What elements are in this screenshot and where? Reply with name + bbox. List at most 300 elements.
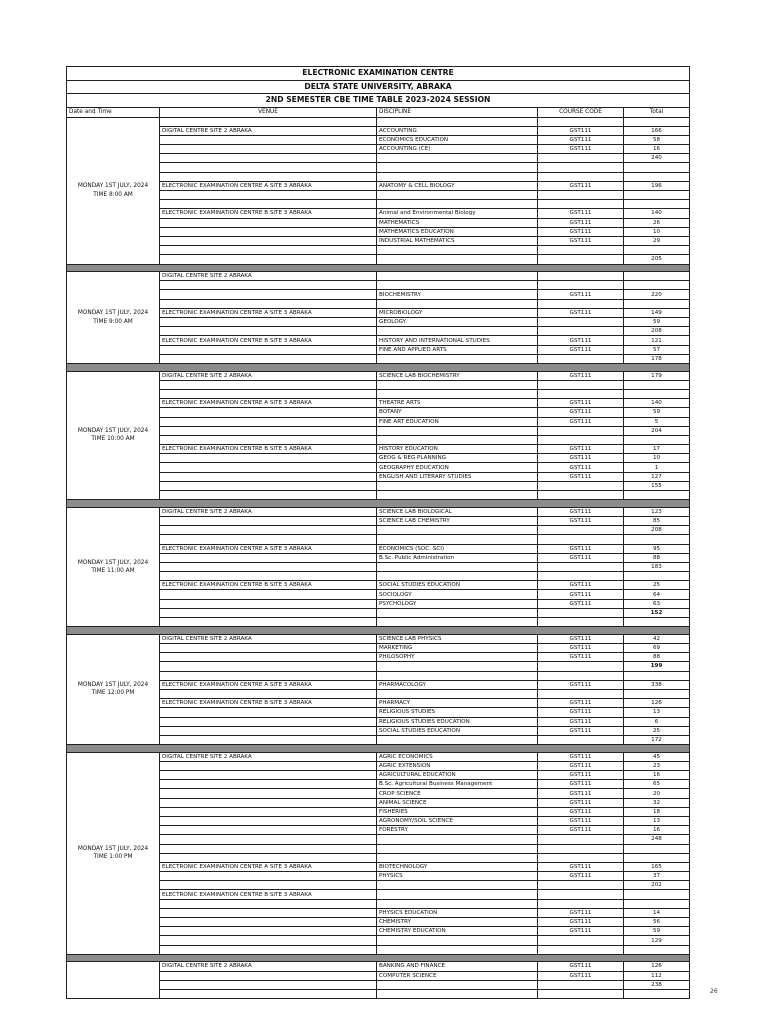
total-cell <box>624 172 690 181</box>
course-code-cell <box>538 662 624 671</box>
course-code-cell: GST111 <box>538 599 624 608</box>
total-cell <box>624 671 690 680</box>
total-cell <box>624 389 690 398</box>
course-code-cell: GST111 <box>538 209 624 218</box>
total-cell: 1 <box>624 463 690 472</box>
course-code-cell: GST111 <box>538 708 624 717</box>
separator-band <box>67 745 690 753</box>
discipline-cell <box>377 154 538 163</box>
venue-cell: ELECTRONIC EXAMINATION CENTRE B SITE 3 ABRAKA <box>160 581 377 590</box>
course-code-cell: GST111 <box>538 798 624 807</box>
course-code-cell: GST111 <box>538 463 624 472</box>
session-title: 2ND SEMESTER CBE TIME TABLE 2023-2024 SESSION <box>67 94 690 108</box>
venue-cell <box>160 380 377 389</box>
total-cell <box>624 989 690 998</box>
discipline-cell: PHILOSOPHY <box>377 653 538 662</box>
total-cell: 123 <box>624 507 690 516</box>
discipline-cell: ANATOMY & CELL BIOLOGY <box>377 181 538 190</box>
course-code-cell: GST111 <box>538 181 624 190</box>
venue-cell: DIGITAL CENTRE SITE 2 ABRAKA <box>160 507 377 516</box>
total-cell: 149 <box>624 308 690 317</box>
venue-cell <box>160 218 377 227</box>
discipline-cell <box>377 435 538 444</box>
discipline-cell: ECONOMICS EDUCATION <box>377 135 538 144</box>
total-cell: 13 <box>624 708 690 717</box>
venue-cell <box>160 726 377 735</box>
course-code-cell <box>538 481 624 490</box>
title-row-session <box>67 94 690 108</box>
discipline-cell <box>377 526 538 535</box>
course-code-cell <box>538 899 624 908</box>
table-row <box>67 662 690 671</box>
table-row <box>67 771 690 780</box>
session-time: TIME 1:00 PM <box>93 854 133 861</box>
total-cell <box>624 945 690 954</box>
course-code-cell: GST111 <box>538 308 624 317</box>
discipline-cell <box>377 172 538 181</box>
total-cell: 140 <box>624 399 690 408</box>
discipline-cell: B.Sc. Agricultural Business Management <box>377 780 538 789</box>
venue-cell <box>160 417 377 426</box>
venue-cell <box>160 354 377 363</box>
total-cell <box>624 163 690 172</box>
course-code-cell: GST111 <box>538 516 624 525</box>
course-code-cell <box>538 835 624 844</box>
discipline-cell: BANKING AND FINANCE <box>377 962 538 971</box>
total-cell: 204 <box>624 426 690 435</box>
table-row <box>67 426 690 435</box>
discipline-cell: AGRONOMY/SOIL SCIENCE <box>377 816 538 825</box>
venue-cell <box>160 945 377 954</box>
course-code-cell <box>538 945 624 954</box>
venue-cell <box>160 853 377 862</box>
session-separator <box>67 745 690 753</box>
venue-cell <box>160 717 377 726</box>
total-cell: 205 <box>624 255 690 264</box>
venue-cell <box>160 463 377 472</box>
course-code-cell: GST111 <box>538 544 624 553</box>
table-row <box>67 380 690 389</box>
table-row <box>67 445 690 454</box>
table-row <box>67 653 690 662</box>
table-row <box>67 945 690 954</box>
discipline-cell <box>377 890 538 899</box>
discipline-cell: CROP SCIENCE <box>377 789 538 798</box>
total-cell: 59 <box>624 408 690 417</box>
separator-band <box>67 627 690 635</box>
total-cell <box>624 299 690 308</box>
table-row <box>67 699 690 708</box>
session-time: TIME 10:00 AM <box>91 436 135 443</box>
table-row <box>67 463 690 472</box>
session-separator <box>67 500 690 508</box>
table-row <box>67 844 690 853</box>
venue-cell <box>160 618 377 627</box>
discipline-cell: Animal and Environmental Biology <box>377 209 538 218</box>
total-cell: 172 <box>624 735 690 744</box>
session-datetime <box>67 962 160 999</box>
venue-cell <box>160 771 377 780</box>
course-code-cell <box>538 200 624 209</box>
total-cell: 10 <box>624 454 690 463</box>
total-cell: 5 <box>624 417 690 426</box>
session-date: MONDAY 1ST JULY, 2024 <box>77 183 149 189</box>
separator-band <box>67 363 690 371</box>
table-row <box>67 408 690 417</box>
venue-cell: ELECTRONIC EXAMINATION CENTRE A SITE 3 ABRAKA <box>160 399 377 408</box>
venue-cell <box>160 491 377 500</box>
course-code-cell <box>538 318 624 327</box>
table-row <box>67 572 690 581</box>
discipline-cell: SCIENCE LAB PHYSICS <box>377 634 538 643</box>
table-row <box>67 526 690 535</box>
col-header-venue: VENUE <box>160 107 377 117</box>
table-row <box>67 634 690 643</box>
venue-cell <box>160 708 377 717</box>
venue-cell <box>160 389 377 398</box>
total-cell: 240 <box>624 154 690 163</box>
total-cell: 25 <box>624 726 690 735</box>
table-row <box>67 962 690 971</box>
table-row <box>67 290 690 299</box>
total-cell: 112 <box>624 971 690 980</box>
table-row <box>67 726 690 735</box>
session-datetime <box>67 371 160 500</box>
course-code-cell <box>538 618 624 627</box>
course-code-cell <box>538 671 624 680</box>
discipline-cell: RELIGIOUS STUDIES EDUCATION <box>377 717 538 726</box>
session-date: MONDAY 1ST JULY, 2024 <box>77 559 149 566</box>
discipline-cell: AGRIC EXTENSION <box>377 761 538 770</box>
table-row <box>67 989 690 998</box>
venue-cell <box>160 789 377 798</box>
course-code-cell <box>538 163 624 172</box>
session-separator <box>67 363 690 371</box>
course-code-cell: GST111 <box>538 145 624 154</box>
total-cell: 13 <box>624 816 690 825</box>
table-row <box>67 345 690 354</box>
venue-cell <box>160 117 377 126</box>
discipline-cell: GEOGRAPHY EDUCATION <box>377 463 538 472</box>
discipline-cell: CHEMISTRY <box>377 918 538 927</box>
total-cell: 16 <box>624 826 690 835</box>
course-code-cell: GST111 <box>538 761 624 770</box>
table-row <box>67 590 690 599</box>
venue-cell: ELECTRONIC EXAMINATION CENTRE B SITE 3 ABRAKA <box>160 699 377 708</box>
discipline-cell: COMPUTER SCIENCE <box>377 971 538 980</box>
total-cell: 20 <box>624 789 690 798</box>
discipline-cell <box>377 689 538 698</box>
venue-cell: ELECTRONIC EXAMINATION CENTRE B SITE 3 ABRAKA <box>160 336 377 345</box>
venue-cell <box>160 163 377 172</box>
total-cell: 45 <box>624 752 690 761</box>
venue-cell <box>160 844 377 853</box>
venue-cell <box>160 318 377 327</box>
venue-cell: DIGITAL CENTRE SITE 2 ABRAKA <box>160 371 377 380</box>
separator-band <box>67 264 690 272</box>
venue-cell: DIGITAL CENTRE SITE 2 ABRAKA <box>160 634 377 643</box>
course-code-cell <box>538 191 624 200</box>
venue-cell <box>160 553 377 562</box>
total-cell <box>624 200 690 209</box>
session-time: TIME 12:00 PM <box>91 690 135 697</box>
total-cell: 88 <box>624 553 690 562</box>
discipline-cell: PHYSICS EDUCATION <box>377 908 538 917</box>
venue-cell <box>160 662 377 671</box>
course-code-cell: GST111 <box>538 971 624 980</box>
total-cell: 32 <box>624 798 690 807</box>
table-row <box>67 644 690 653</box>
venue-cell <box>160 807 377 816</box>
venue-cell <box>160 918 377 927</box>
venue-cell <box>160 816 377 825</box>
venue-cell <box>160 172 377 181</box>
col-header-discipline: DISCIPLINE <box>377 107 538 117</box>
session-datetime <box>67 634 160 744</box>
course-code-cell <box>538 327 624 336</box>
course-code-cell: GST111 <box>538 445 624 454</box>
venue-cell: ELECTRONIC EXAMINATION CENTRE A SITE 3 ABRAKA <box>160 680 377 689</box>
discipline-cell <box>377 281 538 290</box>
venue-cell: ELECTRONIC EXAMINATION CENTRE B SITE 3 ABRAKA <box>160 445 377 454</box>
discipline-cell: ACCOUNTING <box>377 126 538 135</box>
discipline-cell <box>377 671 538 680</box>
venue-cell <box>160 608 377 617</box>
session-time: TIME 11:00 AM <box>91 568 135 574</box>
total-cell: 199 <box>624 662 690 671</box>
table-row <box>67 708 690 717</box>
discipline-cell: MICROBIOLOGY <box>377 308 538 317</box>
total-cell: 58 <box>624 135 690 144</box>
total-cell <box>624 380 690 389</box>
venue-cell <box>160 780 377 789</box>
course-code-cell: GST111 <box>538 218 624 227</box>
course-code-cell: GST111 <box>538 634 624 643</box>
table-row <box>67 209 690 218</box>
venue-cell <box>160 135 377 144</box>
total-cell <box>624 689 690 698</box>
total-cell: 140 <box>624 209 690 218</box>
discipline-cell <box>377 945 538 954</box>
total-cell: 183 <box>624 562 690 571</box>
venue-cell <box>160 735 377 744</box>
total-cell: 56 <box>624 918 690 927</box>
table-row <box>67 255 690 264</box>
table-row <box>67 117 690 126</box>
course-code-cell: GST111 <box>538 780 624 789</box>
venue-cell <box>160 481 377 490</box>
total-cell: 64 <box>624 590 690 599</box>
venue-cell <box>160 599 377 608</box>
venue-cell <box>160 927 377 936</box>
discipline-cell: MATHEMATICS EDUCATION <box>377 227 538 236</box>
total-cell <box>624 899 690 908</box>
course-code-cell <box>538 936 624 945</box>
total-cell <box>624 618 690 627</box>
total-cell <box>624 572 690 581</box>
table-row <box>67 163 690 172</box>
course-code-cell: GST111 <box>538 581 624 590</box>
course-code-cell <box>538 389 624 398</box>
venue-cell <box>160 644 377 653</box>
table-row <box>67 599 690 608</box>
course-code-cell: GST111 <box>538 236 624 245</box>
table-row <box>67 671 690 680</box>
session-separator <box>67 264 690 272</box>
total-cell <box>624 844 690 853</box>
total-cell: 23 <box>624 761 690 770</box>
course-code-cell: GST111 <box>538 336 624 345</box>
venue-cell <box>160 535 377 544</box>
discipline-cell: SCIENCE LAB CHEMISTRY <box>377 516 538 525</box>
discipline-cell <box>377 662 538 671</box>
venue-cell <box>160 872 377 881</box>
discipline-cell <box>377 426 538 435</box>
total-cell: 165 <box>624 862 690 871</box>
discipline-cell: BOTANY <box>377 408 538 417</box>
discipline-cell: AGRICULTURAL EDUCATION <box>377 771 538 780</box>
course-code-cell <box>538 608 624 617</box>
discipline-cell <box>377 608 538 617</box>
total-cell: 69 <box>624 644 690 653</box>
col-header-total: Total <box>624 107 690 117</box>
course-code-cell: GST111 <box>538 789 624 798</box>
course-code-cell: GST111 <box>538 472 624 481</box>
total-cell <box>624 535 690 544</box>
discipline-cell: B.Sc. Public Administration <box>377 553 538 562</box>
course-code-cell <box>538 281 624 290</box>
table-row <box>67 336 690 345</box>
table-row <box>67 544 690 553</box>
course-code-cell <box>538 689 624 698</box>
discipline-cell: FISHERIES <box>377 807 538 816</box>
course-code-cell: GST111 <box>538 454 624 463</box>
table-row <box>67 227 690 236</box>
course-code-cell: GST111 <box>538 371 624 380</box>
total-cell: 17 <box>624 445 690 454</box>
table-row <box>67 908 690 917</box>
venue-cell <box>160 290 377 299</box>
discipline-cell: ACCOUNTING (CE) <box>377 145 538 154</box>
table-row <box>67 890 690 899</box>
total-cell: 166 <box>624 126 690 135</box>
table-row <box>67 618 690 627</box>
venue-cell: ELECTRONIC EXAMINATION CENTRE B SITE 3 ABRAKA <box>160 209 377 218</box>
discipline-cell: FINE ART EDUCATION <box>377 417 538 426</box>
table-row <box>67 798 690 807</box>
discipline-cell <box>377 380 538 389</box>
venue-cell <box>160 590 377 599</box>
session-time: TIME 8:00 AM <box>93 191 133 198</box>
table-row <box>67 553 690 562</box>
table-row <box>67 780 690 789</box>
course-code-cell: GST111 <box>538 553 624 562</box>
discipline-cell <box>377 117 538 126</box>
total-cell: 14 <box>624 908 690 917</box>
timetable <box>66 66 690 999</box>
venue-cell: ELECTRONIC EXAMINATION CENTRE B SITE 3 ABRAKA <box>160 890 377 899</box>
discipline-cell: MATHEMATICS <box>377 218 538 227</box>
total-cell: 26 <box>624 218 690 227</box>
total-cell: 63 <box>624 599 690 608</box>
table-row <box>67 417 690 426</box>
table-row <box>67 172 690 181</box>
venue-cell <box>160 936 377 945</box>
table-row <box>67 562 690 571</box>
venue-cell <box>160 327 377 336</box>
table-row <box>67 454 690 463</box>
discipline-cell: SOCIAL STUDIES EDUCATION <box>377 726 538 735</box>
table-row <box>67 689 690 698</box>
course-code-cell: GST111 <box>538 135 624 144</box>
venue-cell: ELECTRONIC EXAMINATION CENTRE A SITE 3 ABRAKA <box>160 862 377 871</box>
total-cell: 95 <box>624 544 690 553</box>
title-row-university <box>67 80 690 94</box>
course-code-cell <box>538 526 624 535</box>
course-code-cell: GST111 <box>538 807 624 816</box>
table-row <box>67 918 690 927</box>
table-row <box>67 899 690 908</box>
total-cell <box>624 435 690 444</box>
university-title: DELTA STATE UNIVERSITY, ABRAKA <box>67 80 690 94</box>
venue-cell <box>160 435 377 444</box>
table-row <box>67 354 690 363</box>
table-row <box>67 435 690 444</box>
total-cell: 196 <box>624 181 690 190</box>
course-code-cell <box>538 117 624 126</box>
total-cell: 88 <box>624 653 690 662</box>
table-row <box>67 581 690 590</box>
venue-cell <box>160 572 377 581</box>
total-cell: 85 <box>624 516 690 525</box>
venue-cell <box>160 236 377 245</box>
course-code-cell <box>538 380 624 389</box>
course-code-cell <box>538 890 624 899</box>
table-row <box>67 154 690 163</box>
venue-cell <box>160 516 377 525</box>
discipline-cell <box>377 163 538 172</box>
table-row <box>67 236 690 245</box>
discipline-cell <box>377 835 538 844</box>
discipline-cell <box>377 936 538 945</box>
discipline-cell <box>377 980 538 989</box>
discipline-cell: MARKETING <box>377 644 538 653</box>
course-code-cell <box>538 299 624 308</box>
table-row <box>67 399 690 408</box>
course-code-cell <box>538 562 624 571</box>
table-row <box>67 272 690 281</box>
total-cell: 37 <box>624 872 690 881</box>
total-cell: 126 <box>624 699 690 708</box>
venue-cell <box>160 908 377 917</box>
discipline-cell: ENGLISH AND LITERARY STUDIES <box>377 472 538 481</box>
total-cell: 10 <box>624 227 690 236</box>
total-cell: 25 <box>624 581 690 590</box>
total-cell: 338 <box>624 680 690 689</box>
table-row <box>67 752 690 761</box>
discipline-cell <box>377 200 538 209</box>
total-cell: 202 <box>624 881 690 890</box>
session-datetime <box>67 272 160 364</box>
table-row <box>67 835 690 844</box>
discipline-cell: SCIENCE LAB BIOLOGICAL <box>377 507 538 516</box>
table-row <box>67 299 690 308</box>
table-row <box>67 872 690 881</box>
session-datetime <box>67 752 160 954</box>
course-code-cell: GST111 <box>538 699 624 708</box>
venue-cell <box>160 200 377 209</box>
table-row <box>67 200 690 209</box>
